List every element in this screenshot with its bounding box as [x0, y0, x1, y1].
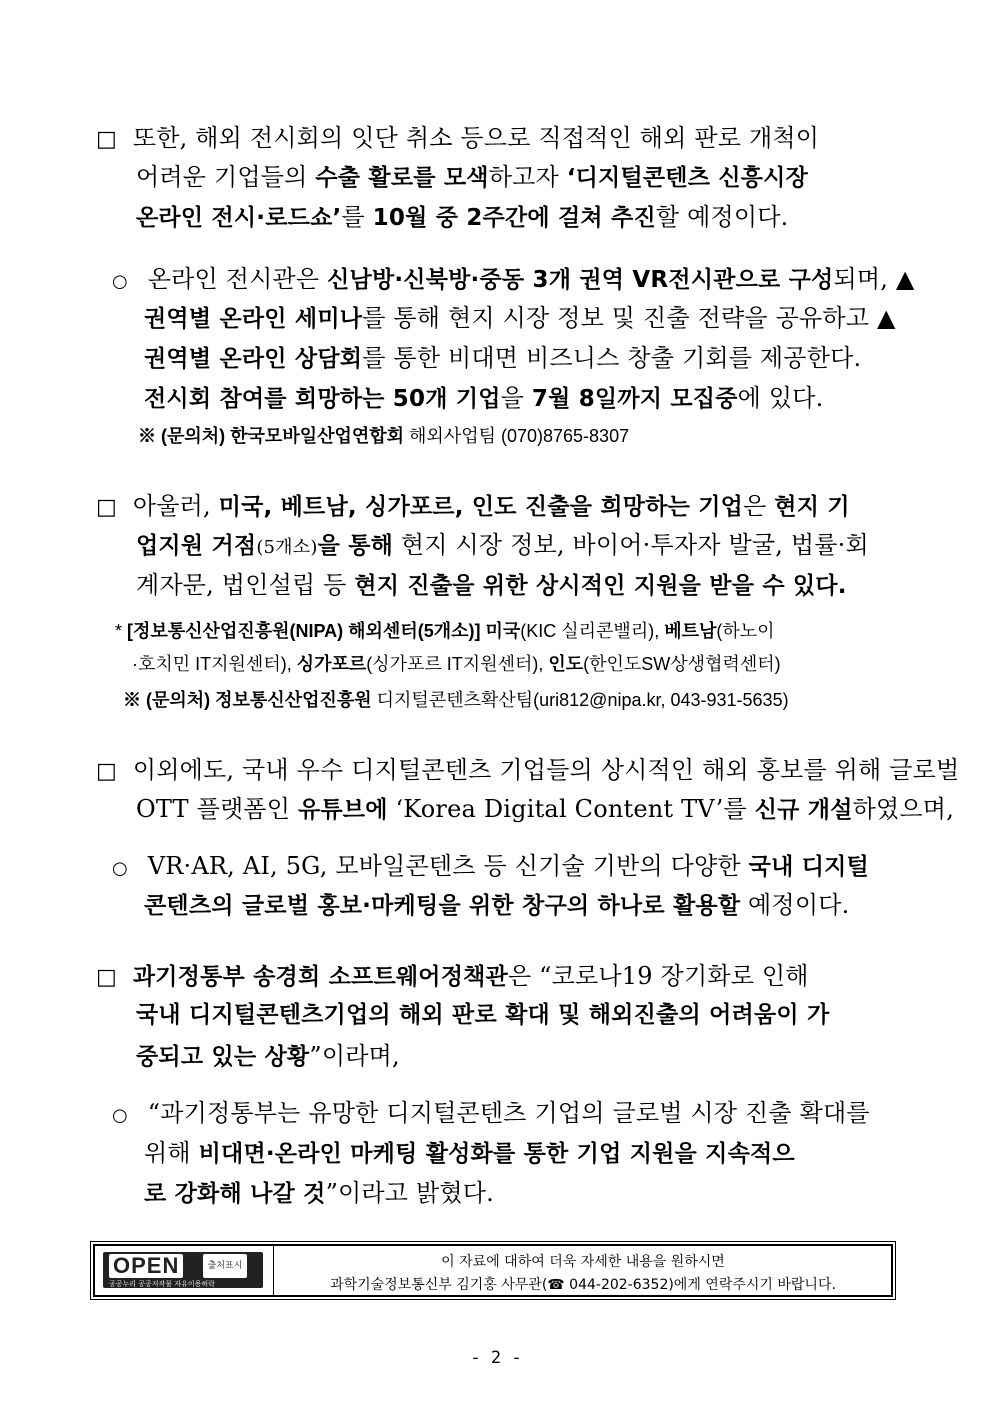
bullet-marker: ○	[112, 858, 128, 879]
s1-line-3: 온라인 전시·로드쇼’를 10월 중 2주간에 걸쳐 추진할 예정이다.	[136, 203, 789, 231]
checkbox-marker: □	[96, 495, 117, 520]
s3sub-line-2: 콘텐츠의 글로벌 홍보·마케팅을 위한 창구의 하나로 활용할 예정이다.	[144, 891, 850, 919]
open-license-logo	[103, 1252, 263, 1288]
s2-contact: ※ (문의처) 정보통신산업진흥원 디지털콘텐츠확산팀(uri812@nipa.kr, 043-931-5635)	[123, 690, 789, 710]
bullet-marker: ○	[112, 271, 128, 292]
s2-line-2: 업지원 거점(5개소)을 통해 현지 시장 정보, 바이어·투자자 발굴, 법률·회	[136, 531, 869, 559]
s4-line-3: 중되고 있는 상황”이라며,	[136, 1042, 400, 1070]
checkbox-marker: □	[96, 965, 117, 990]
footer-line-2: 과학기술정보통신부 김기홍 사무관(☎ 044-202-6352)에게 연락주시기 바랍니다.	[330, 1277, 836, 1293]
s3-line-1: □ 이외에도, 국내 우수 디지털콘텐츠 기업들의 상시적인 해외 홍보를 위해 글로벌	[96, 756, 960, 784]
s3-line-2: OTT 플랫폼인 유튜브에 ‘Korea Digital Content TV’를 신규 개설하였으며,	[136, 795, 955, 823]
s1sub-line-4: 전시회 참여를 희망하는 50개 기업을 7월 8일까지 모집중에 있다.	[144, 384, 824, 412]
contact-footer-box	[93, 1244, 893, 1297]
open-logo-text: OPEN	[109, 1254, 183, 1278]
s1-line-1: □ 또한, 해외 전시회의 잇단 취소 등으로 직접적인 해외 판로 개척이	[96, 124, 820, 152]
s4sub-line-3: 로 강화해 나갈 것”이라고 밝혔다.	[144, 1179, 494, 1207]
s4-line-1: □ 과기정통부 송경희 소프트웨어정책관은 “코로나19 장기화로 인해	[96, 962, 809, 990]
attribution-icon: 출처표시	[203, 1254, 247, 1278]
s4sub-line-1: ○ “과기정통부는 유망한 디지털콘텐츠 기업의 글로벌 시장 진출 확대를	[112, 1099, 870, 1127]
s4sub-line-2: 위해 비대면·온라인 마케팅 활성화를 통한 기업 지원을 지속적으	[144, 1139, 795, 1167]
bullet-marker: ○	[112, 1105, 128, 1126]
s2-note-1: * [정보통신산업진흥원(NIPA) 해외센터(5개소)] 미국(KIC 실리콘밸리), 베트남(하노이	[115, 621, 775, 641]
s1sub-line-3: 권역별 온라인 상담회를 통한 비대면 비즈니스 창출 기회를 제공한다.	[144, 344, 862, 372]
open-logo-subtext: 공공누리 공공저작물 자유이용허락	[109, 1280, 215, 1288]
s1-line-2: 어려운 기업들의 수출 활로를 모색하고자 ‘디지털콘텐츠 신흥시장	[136, 163, 809, 191]
page-number: - 2 -	[470, 1348, 522, 1368]
s2-note-2: ·호치민 IT지원센터), 싱가포르(싱가포르 IT지원센터), 인도(한인도SW상생협력센터)	[132, 654, 781, 674]
s2-line-3: 계자문, 법인설립 등 현지 진출을 위한 상시적인 지원을 받을 수 있다.	[136, 571, 847, 599]
s1-contact: ※ (문의처) 한국모바일산업연합회 해외사업팀 (070)8765-8307	[138, 426, 630, 446]
footer-line-1: 이 자료에 대하여 더욱 자세한 내용을 원하시면	[441, 1254, 725, 1270]
checkbox-marker: □	[96, 127, 117, 152]
s1sub-line-2: 권역별 온라인 세미나를 통해 현지 시장 정보 및 진출 전략을 공유하고 ▲	[144, 304, 896, 332]
checkbox-marker: □	[96, 759, 117, 784]
s1sub-line-1: ○ 온라인 전시관은 신남방·신북방·중동 3개 권역 VR전시관으로 구성되며, ▲	[112, 265, 915, 293]
s3sub-line-1: ○ VR·AR, AI, 5G, 모바일콘텐츠 등 신기술 기반의 다양한 국내 디지털	[112, 852, 869, 880]
s4-line-2: 국내 디지털콘텐츠기업의 해외 판로 확대 및 해외진출의 어려움이 가	[136, 1002, 830, 1028]
open-license-logo-cell	[95, 1246, 274, 1295]
s2-line-1: □ 아울러, 미국, 베트남, 싱가포르, 인도 진출을 희망하는 기업은 현지 기	[96, 492, 850, 520]
